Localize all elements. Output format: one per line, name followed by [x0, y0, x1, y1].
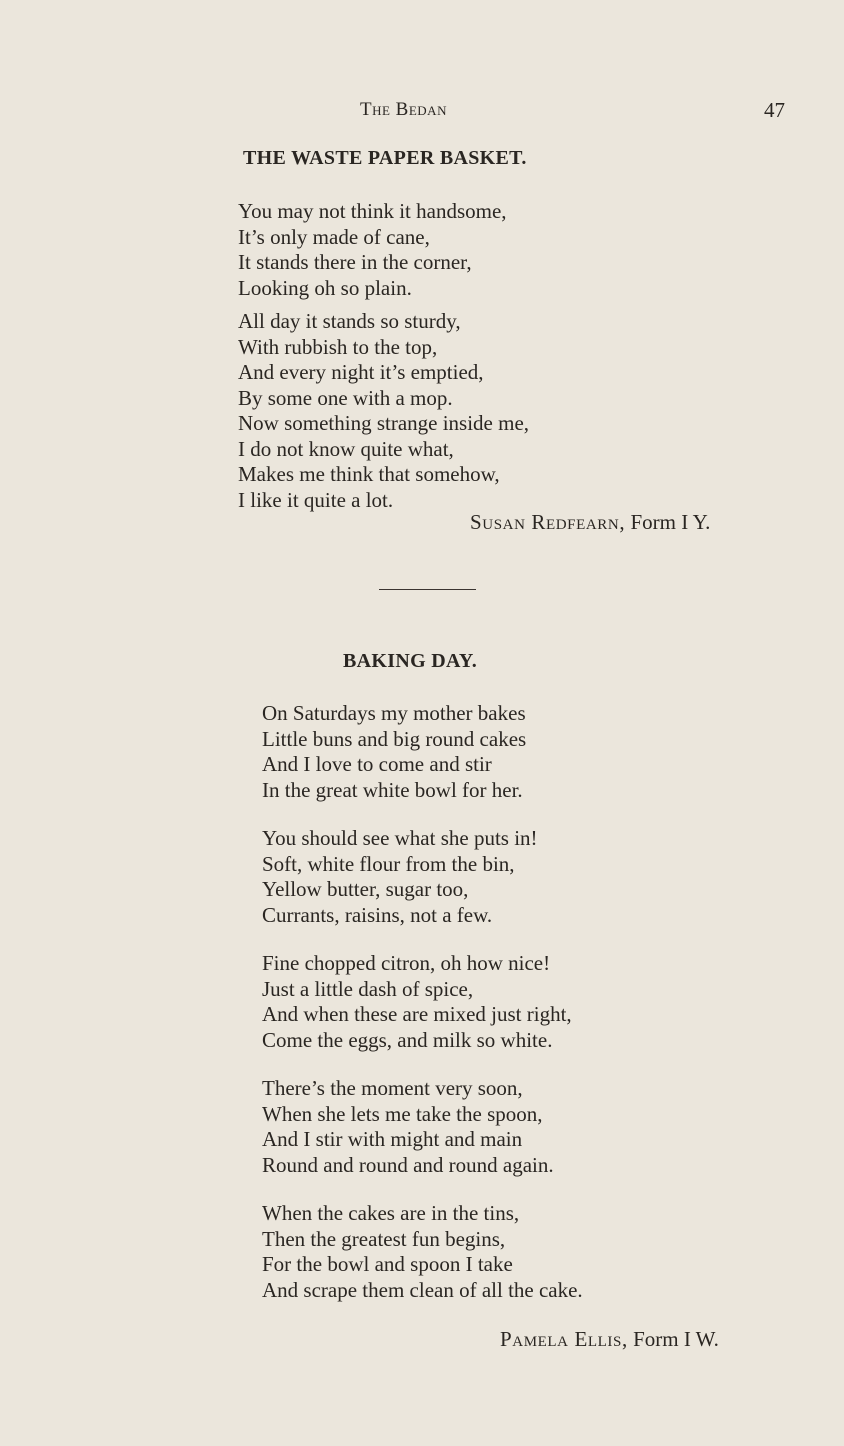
poem-line: I do not know quite what, [238, 436, 454, 461]
poem-line: For the bowl and spoon I take [262, 1252, 513, 1276]
poem-line: You should see what she puts in! [262, 826, 538, 850]
poem-line: All day it stands so sturdy, [238, 309, 461, 333]
poem-line: Then the greatest fun begins, [262, 1226, 506, 1251]
poem-line: Yellow butter, sugar too, [262, 877, 469, 901]
author-name: Pamela Ellis, [500, 1327, 628, 1351]
poem-2-stanza-2 [262, 826, 538, 928]
poem-line: Little buns and big round cakes [262, 726, 527, 751]
poem-line: Come the eggs, and milk so white. [262, 1027, 553, 1052]
poem-line: And scrape them clean of all the cake. [262, 1277, 583, 1302]
poem-line: And I stir with might and main [262, 1127, 523, 1151]
poem-line: Makes me think that somehow, [238, 462, 500, 486]
poem-2-stanza-1 [262, 701, 526, 803]
running-head: The Bedan [360, 99, 447, 120]
poem-line: Currants, raisins, not a few. [262, 902, 493, 927]
section-divider [379, 589, 476, 590]
poem-1-stanza-1 [238, 199, 507, 301]
poem-line: Looking oh so plain. [238, 275, 412, 300]
poem-line: On Saturdays my mother bakes [262, 701, 526, 725]
poem-line: There’s the moment very soon, [262, 1076, 523, 1100]
author-name: Susan Redfearn, [470, 510, 626, 534]
page-number: 47 [764, 98, 785, 122]
poem-line: Just a little dash of spice, [262, 976, 474, 1001]
poem-line: It’s only made of cane, [238, 224, 430, 249]
poem-1-author [470, 510, 710, 535]
poem-line: When she lets me take the spoon, [262, 1101, 543, 1126]
poem-line: In the great white bowl for her. [262, 777, 523, 802]
poem-line: It stands there in the corner, [238, 250, 472, 274]
author-form: Form I Y. [630, 510, 711, 534]
poem-2-author [500, 1327, 719, 1352]
poem-title-baking-day: BAKING DAY. [343, 650, 478, 672]
author-form: Form I W. [633, 1327, 719, 1351]
poem-line: Round and round and round again. [262, 1152, 554, 1177]
poem-line: Now something strange inside me, [238, 411, 530, 435]
poem-title-waste-paper-basket: THE WASTE PAPER BASKET. [243, 147, 527, 169]
poem-2-stanza-5 [262, 1201, 583, 1303]
poem-line: And I love to come and stir [262, 752, 492, 776]
poem-1-stanza-2 [238, 309, 529, 513]
poem-line: Fine chopped citron, oh how nice! [262, 951, 551, 975]
poem-line: With rubbish to the top, [238, 334, 438, 359]
poem-2-stanza-3 [262, 951, 572, 1053]
poem-line: By some one with a mop. [238, 385, 453, 410]
poem-line: Soft, white flour from the bin, [262, 851, 515, 876]
poem-2-stanza-4 [262, 1076, 554, 1178]
poem-line: You may not think it handsome, [238, 199, 507, 223]
poem-line: When the cakes are in the tins, [262, 1201, 520, 1225]
poem-line: I like it quite a lot. [238, 487, 394, 512]
poem-line: And when these are mixed just right, [262, 1002, 572, 1026]
poem-line: And every night it’s emptied, [238, 360, 484, 384]
